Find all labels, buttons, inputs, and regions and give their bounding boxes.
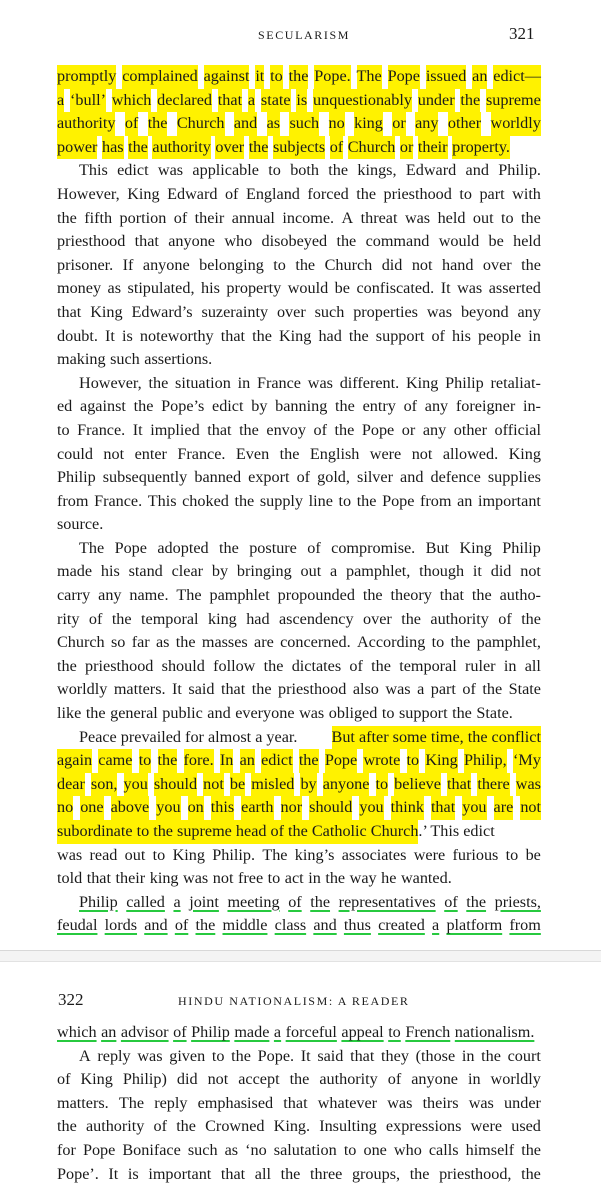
text-line: carry any name. The pamphlet propounded the theory that the autho- — [57, 586, 541, 605]
paragraph — [57, 65, 541, 159]
text-line: feudal lords and of the middle class and thus created a platform from — [57, 916, 541, 935]
text-line: told that their king was not free to act in the way he wanted. — [57, 869, 452, 888]
text-line: dear son, you should not be misled by anyone to believe that there was — [57, 773, 541, 797]
text-line: ed against the Pope’s edict by banning the entry of any foreigner in- — [57, 397, 541, 416]
paragraph — [57, 891, 541, 938]
text-line: A reply was given to the Pope. It said that they (those in the court — [79, 1046, 541, 1065]
text-line: that King Edward’s suzerainty over such properties was beyond any — [57, 302, 541, 321]
text-line: money as stipulated, his property would be confiscated. It was asserted — [57, 279, 541, 298]
text-line: worldly matters. It said that the priesthood also was a part of the State — [57, 680, 541, 699]
text-line: the fifth portion of their annual income. A threat was held out to the — [57, 208, 541, 227]
text-line: Church so far as the masses are concerned. According to the pamphlet, — [57, 633, 541, 652]
paragraph — [57, 1045, 541, 1187]
text-line: again came to the fore. In an edict the Pope wrote to King Philip, ‘My — [57, 749, 541, 773]
text-line: which an advisor of Philip made a forceful appeal to French nationalism. — [57, 1023, 535, 1041]
text-line: authority of the Church and as such no king or any other worldly — [57, 112, 541, 136]
text-line: However, King Edward of England forced the priesthood to part with — [57, 184, 541, 203]
page-number: 322 — [58, 990, 84, 1009]
text-line: priesthood that anyone who disobeyed the command would be held — [57, 232, 541, 251]
page-number: 321 — [509, 24, 535, 43]
text-line: could not enter France. Even the English were not allowed. King — [57, 444, 541, 463]
text-line: Peace prevailed for almost a year. But after some time, the conflict — [57, 726, 541, 750]
text-line: the authority of the Crowned King. Insulting expressions were used — [57, 1117, 541, 1136]
text-line: The Pope adopted the posture of compromise. But King Philip — [79, 538, 541, 557]
text-line: the priesthood should follow the dictates of the temporal ruler in all — [57, 656, 541, 675]
text-line: no one above you on this earth nor should you think that you are not — [57, 796, 541, 820]
text-line: a ‘bull’ which declared that a state is unquestionably under the supreme — [57, 89, 541, 113]
paragraph — [57, 372, 541, 537]
body-text — [57, 65, 541, 938]
text-line: from France. This choked the supply line to the Pope from an important — [57, 491, 541, 510]
text-line: However, the situation in France was different. King Philip retaliat- — [79, 373, 541, 392]
text-line: source. — [57, 515, 104, 534]
text-line: Pope’. It is important that all the three groups, the priesthood, the — [57, 1164, 541, 1183]
text-line: matters. The reply emphasised that whatever was theirs was under — [57, 1093, 541, 1112]
text-line: subordinate to the supreme head of the Catholic Church .’ This edict — [57, 820, 541, 844]
text-line: to France. It implied that the envoy of the Pope or any other official — [57, 420, 541, 439]
text-line: was read out to King Philip. The king’s associates were furious to be — [57, 845, 541, 864]
text-line: rity of the temporal king had ascendency over the authority of the — [57, 609, 541, 628]
text-line: of King Philip) did not accept the authority of anyone in worldly — [57, 1070, 541, 1089]
text-line: doubt. It is noteworthy that the King had the support of his people in — [57, 326, 541, 345]
text-line: This edict was applicable to both the kings, Edward and Philip. — [79, 161, 541, 180]
text-line: making such assertions. — [57, 350, 213, 369]
paragraph — [57, 159, 541, 371]
running-head: SECULARISM — [258, 28, 351, 42]
text-line: Philip subsequently banned export of gold, silver and defence supplies — [57, 468, 541, 487]
running-head: HINDU NATIONALISM: A READER — [178, 994, 410, 1008]
text-line: Philip called a joint meeting of the representatives of the priests, — [79, 892, 541, 911]
body-text — [57, 1021, 541, 1186]
paragraph — [57, 726, 541, 891]
text-line: promptly complained against it to the Pope. The Pope issued an edict— — [57, 65, 541, 89]
paragraph — [57, 1021, 541, 1045]
text-line: like the general public and everyone was obliged to support the State. — [57, 704, 513, 723]
page-divider — [0, 950, 601, 962]
text-line: prisoner. If anyone belonging to the Church did not hand over the — [57, 255, 541, 274]
paragraph — [57, 537, 541, 726]
text-line: made his stand clear by bringing out a pamphlet, though it did not — [57, 562, 541, 581]
text-line: power has the authority over the subjects of Church or their property. — [57, 136, 541, 160]
page-322 — [0, 962, 601, 1200]
text-line: for Pope Boniface such as ‘no salutation to one who calls himself the — [57, 1140, 541, 1159]
